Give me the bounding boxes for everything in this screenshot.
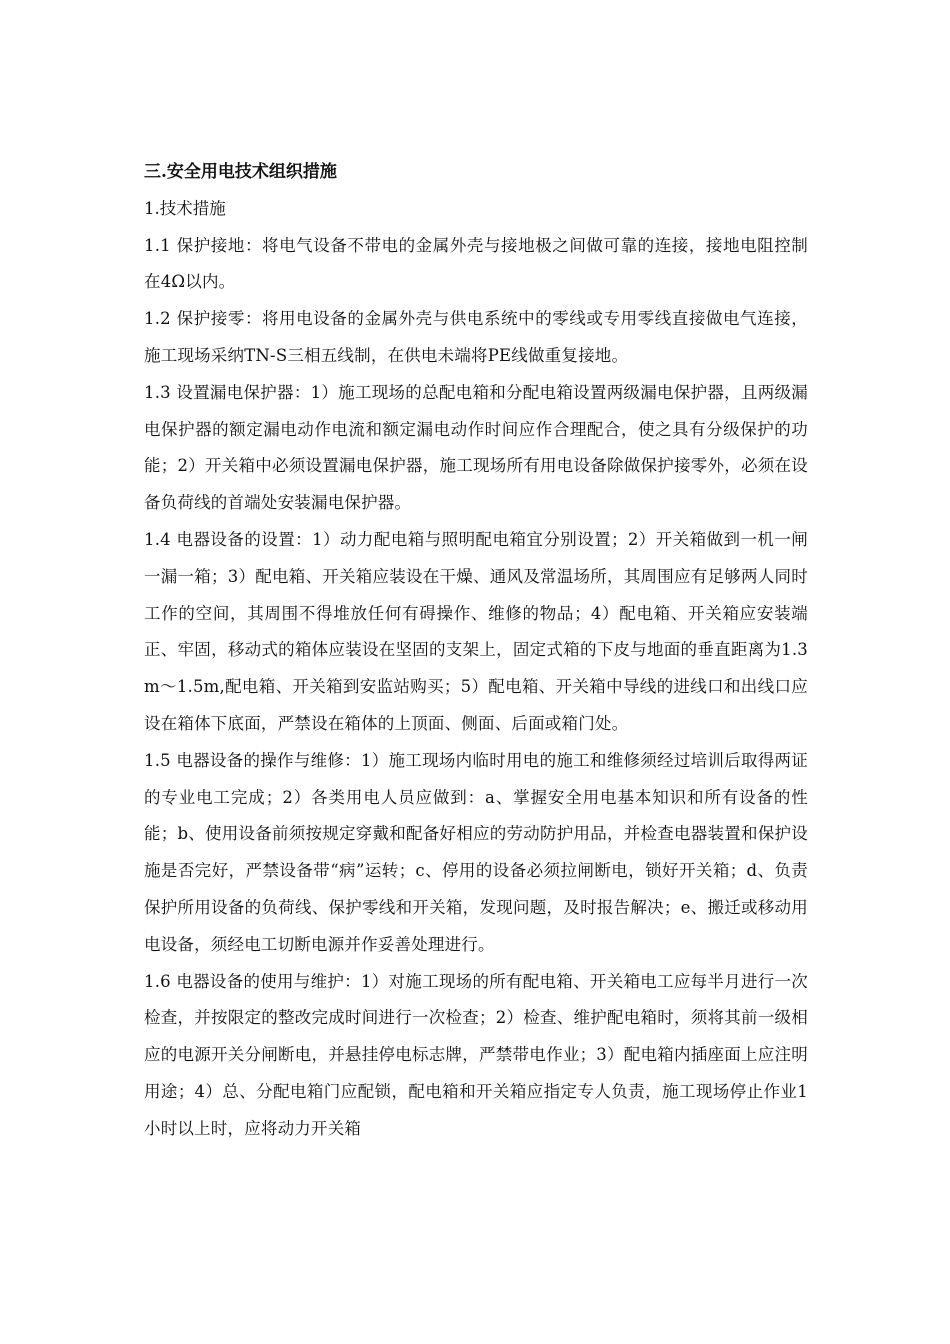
paragraph-1-6: 1.6 电器设备的使用与维护：1）对施工现场的所有配电箱、开关箱电工应每半月进行一次检查，并按限定的整改完成时间进行一次检查；2）检查、维护配电箱时，须将其前一级相应的电源开关分闸断电，并悬挂停电标志牌，严禁带电作业；3）配电箱内插座面上应注明用途；4）总、分配电箱门应配锁，配电箱和开关箱应指定专人负责，施工现场停止作业1小时以上时，应将动力开关箱 bbox=[144, 971, 808, 1138]
paragraph-1-4: 1.4 电器设备的设置：1）动力配电箱与照明配电箱宜分别设置；2）开关箱做到一机一闸一漏一箱；3）配电箱、开关箱应装设在干燥、通风及常温场所，其周围应有足够两人同时工作的空间，其周围不得堆放任何有碍操作、维修的物品；4）配电箱、开关箱应安装端正、牢固，移动式的箱体应装设在坚固的支架上，固定式箱的下皮与地面的垂直距离为1.3m～1.5m,配电箱、开关箱到安监站购买；5）配电箱、开关箱中导线的进线口和出线口应设在箱体下底面，严禁设在箱体的上顶面、侧面、后面或箱门处。 bbox=[144, 529, 808, 733]
paragraph-1-5: 1.5 电器设备的操作与维修：1）施工现场内临时用电的施工和维修须经过培训后取得两证的专业电工完成；2）各类用电人员应做到：a、掌握安全用电基本知识和所有设备的性能；b、使用设备前须按规定穿戴和配备好相应的劳动防护用品，并检查电器装置和保护设施是否完好，严禁设备带“病”运转；c、停用的设备必须拉闸断电，锁好开关箱；d、负责保护所用设备的负荷线、保护零线和开关箱，发现问题，及时报告解决；e、搬迁或移动用电设备，须经电工切断电源并作妥善处理进行。 bbox=[144, 750, 808, 954]
document-body bbox=[144, 154, 808, 1148]
section-title: 三.安全用电技术组织措施 bbox=[144, 162, 337, 182]
subsection-title: 1.技术措施 bbox=[144, 198, 226, 218]
paragraph-1-1: 1.1 保护接地：将电气设备不带电的金属外壳与接地极之间做可靠的连接，接地电阻控制在4Ω以内。 bbox=[144, 235, 808, 292]
paragraph-1-2: 1.2 保护接零：将用电设备的金属外壳与供电系统中的零线或专用零线直接做电气连接，施工现场采纳TN-S三相五线制，在供电未端将PE线做重复接地。 bbox=[144, 309, 808, 365]
paragraph-1-3: 1.3 设置漏电保护器：1）施工现场的总配电箱和分配电箱设置两级漏电保护器，且两级漏电保护器的额定漏电动作电流和额定漏电动作时间应作合理配合，使之具有分级保护的功能；2）开关箱中必须设置漏电保护器，施工现场所有用电设备除做保护接零外，必须在设备负荷线的首端处安装漏电保护器。 bbox=[144, 382, 808, 513]
